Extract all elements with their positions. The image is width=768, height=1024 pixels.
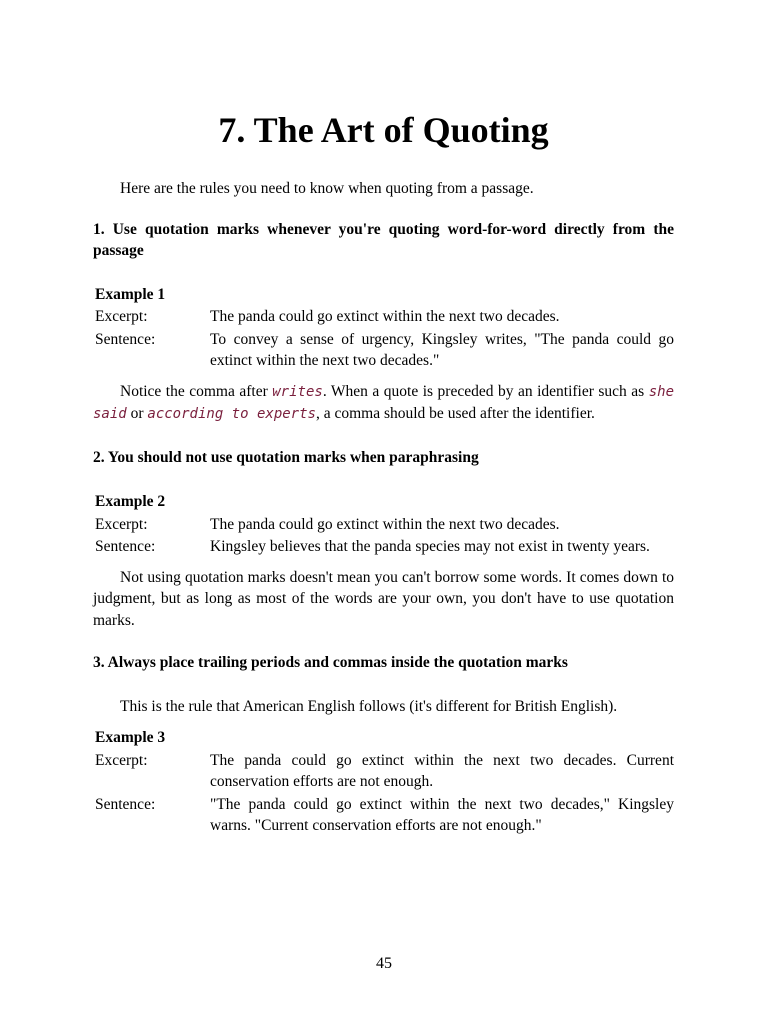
sentence-label: Sentence: [95,538,156,555]
excerpt-label: Excerpt: [95,308,148,325]
example-1-sentence-row [95,329,674,372]
note-1-text: , a comma should be used after the identifier. [315,405,595,422]
example-2-excerpt: The panda could go extinct within the next two decades. [210,515,560,533]
example-2 [93,491,674,558]
example-3 [93,727,674,837]
example-2-excerpt-row [95,514,674,536]
note-1-emphasis-she-said: she said [93,383,675,422]
page-content [93,108,674,838]
american-english-note-paragraph: This is the rule that American English follows (it's different for British English). [120,697,618,715]
note-1-text: Notice the comma after [120,382,273,400]
intro-paragraph: Here are the rules you need to know when quoting from a passage. [120,180,534,197]
example-1-excerpt: The panda could go extinct within the next two decades. [210,308,560,325]
example-2-sentence-row [95,536,674,558]
comma-note-paragraph [93,381,674,426]
example-3-heading: Example 3 [95,729,166,746]
example-3-excerpt: The panda could go extinct within the next two decades. Current conservation efforts are not enough. [210,751,674,790]
sentence-label: Sentence: [95,330,156,348]
example-3-excerpt-row [95,750,674,793]
excerpt-label: Excerpt: [95,751,148,769]
example-1-sentence: To convey a sense of urgency, Kingsley writes, "The panda could go extinct within the next two decades." [210,330,674,369]
rule-1-heading: 1. Use quotation marks whenever you're quoting word-for-word directly from the passage [93,220,674,259]
example-3-sentence-row [95,794,674,837]
note-1-text: or [126,405,148,422]
page-number: 45 [376,955,392,972]
example-2-heading: Example 2 [95,493,166,510]
example-3-sentence: "The panda could go extinct within the next two decades," Kingsley warns. "Current conservation efforts are not enough." [210,795,674,834]
sentence-label: Sentence: [95,795,156,813]
paraphrase-note-paragraph: Not using quotation marks doesn't mean you can't borrow some words. It comes down to judgment, but as long as most of the words are your own, you don't have to use quotation marks. [93,568,674,629]
page-title: 7. The Art of Quoting [218,110,549,150]
note-1-emphasis-according-to-experts: according to experts [147,406,316,422]
note-1-text: . When a quote is preceded by an identifier such as [322,382,649,400]
example-1-heading: Example 1 [95,285,166,303]
example-2-sentence: Kingsley believes that the panda species may not exist in twenty years. [210,538,650,555]
rule-2-heading: 2. You should not use quotation marks when paraphrasing [93,448,479,466]
example-1 [93,284,674,372]
rule-3-heading: 3. Always place trailing periods and commas inside the quotation marks [93,654,568,671]
excerpt-label: Excerpt: [95,515,148,533]
note-1-emphasis-writes: writes [272,383,323,400]
example-1-excerpt-row [95,306,674,328]
